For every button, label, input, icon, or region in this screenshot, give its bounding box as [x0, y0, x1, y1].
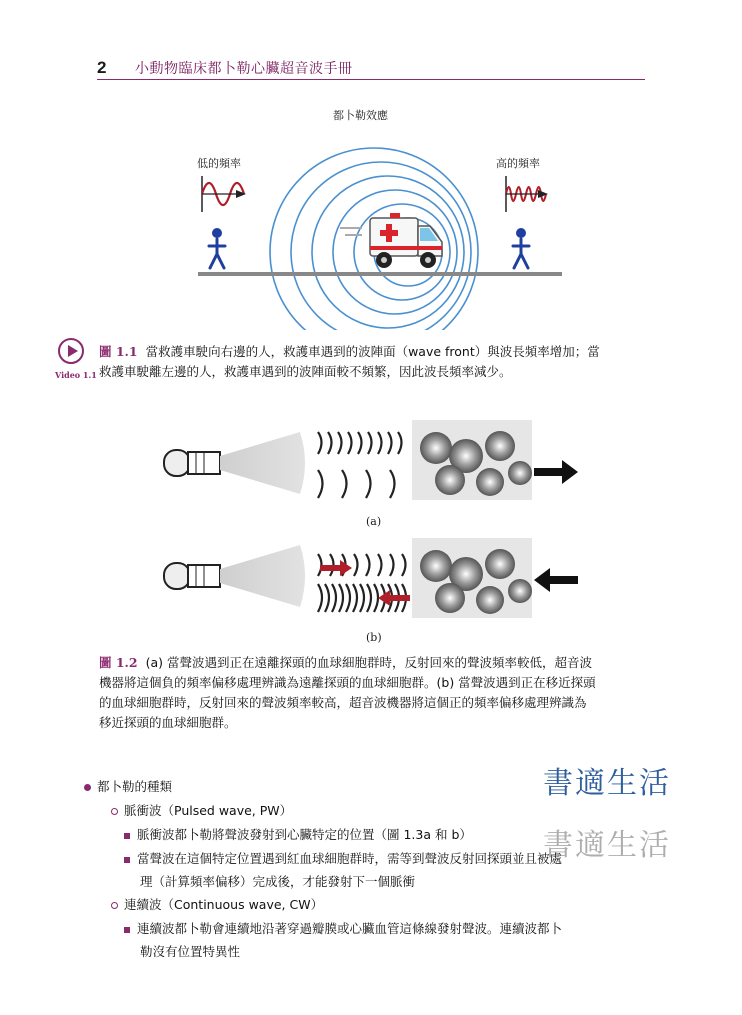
header-rule [97, 79, 645, 80]
play-circle-icon[interactable] [58, 338, 84, 364]
watermark: 書適生活 [543, 766, 671, 801]
blood-cells-image [412, 538, 532, 618]
figure2-caption-line: 機器將這個負的頻率偏移處理辨識為遠離探頭的血球細胞群。(b) 當聲波遇到正在移近探頭 [99, 675, 596, 690]
figure1-title: 都卜勒效應 [333, 109, 388, 122]
blood-cells-image [412, 420, 532, 500]
figure1-caption-line: 救護車駛離左邊的人，救護車遇到的波陣面較不頻繁，因此波長頻率減少。 [99, 364, 512, 379]
subfigure-b-label: (b) [366, 631, 382, 644]
sound-waves [318, 554, 406, 612]
ground-line [198, 272, 562, 276]
page-number: 2 [97, 58, 107, 77]
low-frequency-wave [202, 176, 246, 212]
person-icon [513, 228, 529, 268]
figure2-caption-line: 的血球細胞群時，反射回來的聲波頻率較高，超音波機器將這個正的頻率偏移處理辨識為 [99, 695, 587, 710]
person-icon [209, 228, 225, 268]
bullet-icon [124, 833, 130, 839]
arrow-icon [534, 460, 578, 484]
figure2-caption [99, 653, 647, 733]
section-heading: 都卜勒的種類 [84, 777, 172, 795]
high-frequency-label: 高的頻率 [496, 157, 540, 170]
arrow-icon [534, 568, 578, 592]
figure1-caption-line: 當救護車駛向右邊的人，救護車遇到的波陣面（wave front）與波長頻率增加；當 [145, 344, 600, 359]
bullet-icon [84, 784, 91, 791]
pw-title: 脈衝波（Pulsed wave, PW） [111, 801, 292, 819]
video-label: Video 1.1 [55, 370, 97, 380]
pw-item-continuation: 理（計算頻率偏移）完成後，才能發射下一個脈衝 [140, 874, 416, 889]
high-frequency-wave [506, 176, 548, 212]
ultrasound-probe-icon [164, 432, 305, 494]
cw-title: 連續波（Continuous wave, CW） [111, 895, 323, 913]
cw-item: 連續波都卜勒會連續地沿著穿過瓣膜或心臟血管這條線發射聲波。連續波都卜 [124, 919, 562, 937]
sound-waves [318, 432, 402, 498]
low-frequency-label: 低的頻率 [197, 157, 241, 170]
figure2-caption-line: 移近探頭的血球細胞群。 [99, 715, 237, 730]
figure1-caption-label: 圖 1.1 [99, 344, 138, 359]
bullet-icon [111, 902, 118, 909]
figure2-caption-line: (a) 當聲波遇到正在遠離探頭的血球細胞群時，反射回來的聲波頻率較低，超音波 [145, 655, 592, 670]
figure2-caption-label: 圖 1.2 [99, 655, 138, 670]
ultrasound-probe-icon [164, 545, 305, 607]
pw-item: 當聲波在這個特定位置遇到紅血球細胞群時，需等到聲波反射回探頭並且被處 [124, 849, 562, 867]
watermark: 書適生活 [543, 828, 671, 863]
bullet-icon [124, 857, 130, 863]
pw-item: 脈衝波都卜勒將聲波發射到心臟特定的位置（圖 1.3a 和 b） [124, 825, 472, 843]
figure1-caption [99, 342, 647, 382]
subfigure-a-label: (a) [366, 515, 382, 528]
bullet-icon [124, 927, 130, 933]
doppler-effect-figure [190, 120, 570, 330]
arrow-icon [320, 560, 352, 576]
running-title: 小動物臨床都卜勒心臟超音波手冊 [135, 61, 353, 77]
bullet-icon [111, 808, 118, 815]
cw-item-continuation: 勒沒有位置特異性 [140, 944, 241, 959]
